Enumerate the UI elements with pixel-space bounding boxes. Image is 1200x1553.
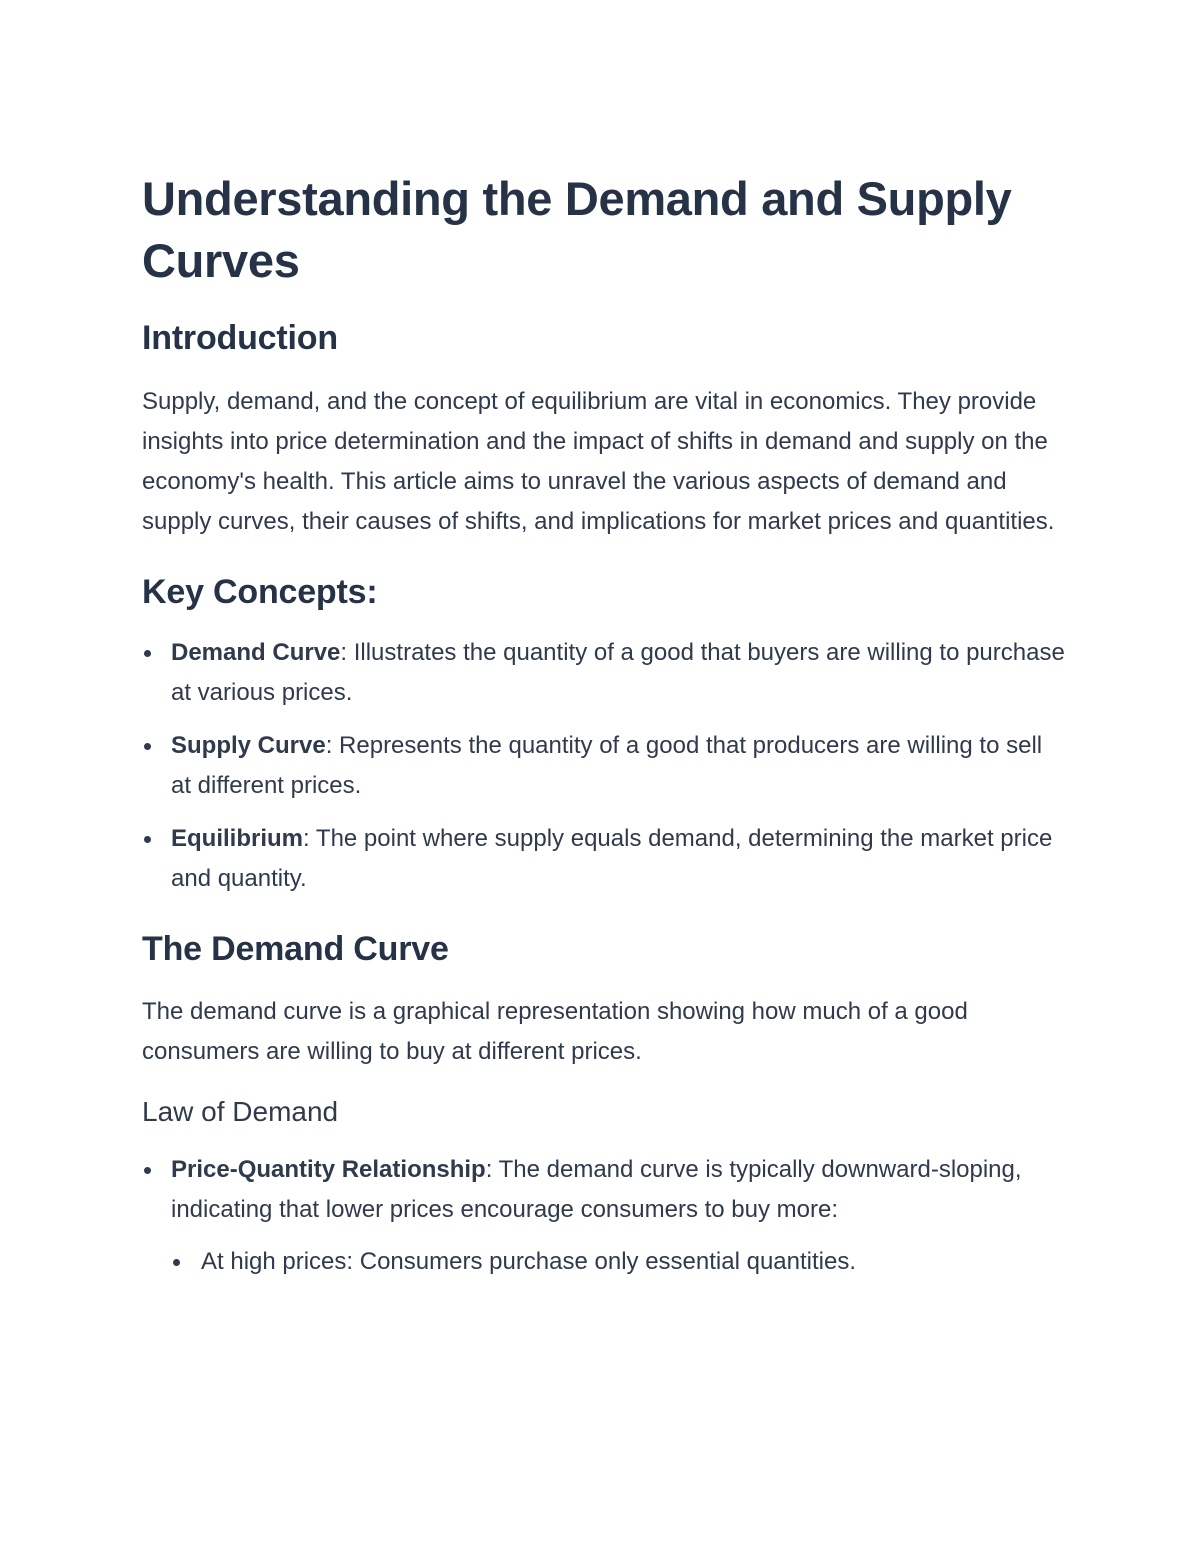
bullet-icon	[173, 1259, 180, 1266]
demand-curve-heading: The Demand Curve	[142, 930, 449, 968]
demand-curve-paragraph: The demand curve is a graphical representation showing how much of a good consumers are willing to buy at different prices.	[142, 998, 968, 1065]
document-page	[142, 168, 1067, 1282]
list-item-equilibrium	[142, 819, 1067, 899]
term-label: Demand Curve	[171, 639, 341, 666]
key-concepts-list	[142, 633, 1067, 899]
document-title: Understanding the Demand and Supply Curves	[142, 172, 1012, 287]
term-description: : The demand curve is typically downward-sloping, indicating that lower prices encourage consumers to buy more:	[171, 1156, 1022, 1223]
introduction-heading: Introduction	[142, 319, 338, 357]
term-description: : The point where supply equals demand, determining the market price and quantity.	[171, 825, 1053, 892]
list-item-demand-curve	[142, 633, 1067, 713]
law-of-demand-heading: Law of Demand	[142, 1096, 339, 1127]
term-label: Supply Curve	[171, 732, 326, 759]
term-description: : Illustrates the quantity of a good that buyers are willing to purchase at various prices.	[171, 639, 1065, 706]
list-item-supply-curve	[142, 726, 1067, 806]
law-of-demand-list	[142, 1150, 1067, 1282]
term-description: : Represents the quantity of a good that producers are willing to sell at different prices.	[171, 732, 1043, 799]
key-concepts-heading: Key Concepts:	[142, 573, 378, 611]
bullet-icon	[144, 1167, 151, 1174]
bullet-icon	[144, 650, 151, 657]
term-label: Price-Quantity Relationship	[171, 1156, 486, 1183]
bullet-icon	[144, 836, 151, 843]
nested-list	[171, 1242, 1067, 1282]
nested-item-text: At high prices: Consumers purchase only essential quantities.	[201, 1248, 857, 1275]
bullet-icon	[144, 743, 151, 750]
list-item-price-quantity	[142, 1150, 1067, 1282]
nested-list-item	[171, 1242, 1067, 1282]
term-label: Equilibrium	[171, 825, 303, 852]
introduction-paragraph: Supply, demand, and the concept of equilibrium are vital in economics. They provide insights into price determination and the impact of shifts in demand and supply on the economy's health. This article aims to unravel the various aspects of demand and supply curves, their causes of shifts, and implications for market prices and quantities.	[142, 388, 1055, 535]
